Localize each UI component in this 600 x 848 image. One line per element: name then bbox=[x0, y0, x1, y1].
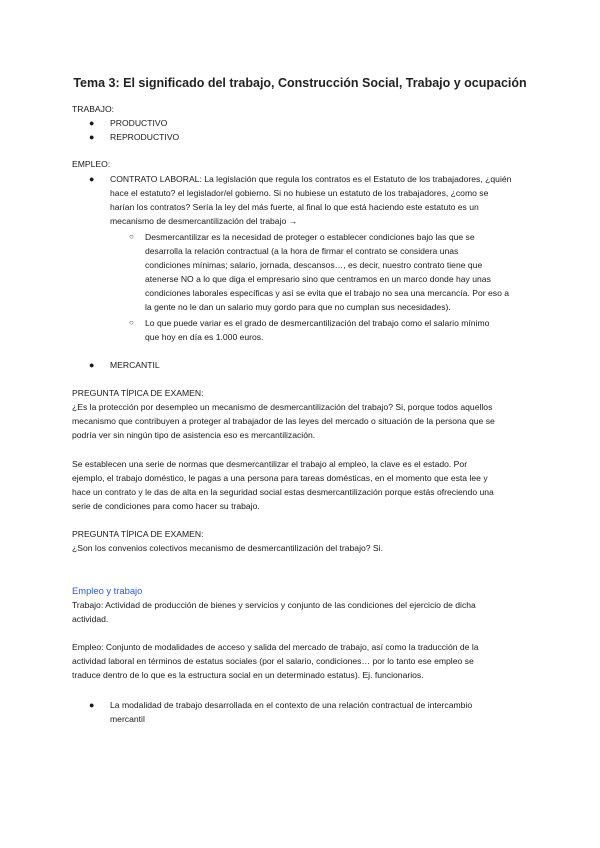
bullet-icon: ● bbox=[89, 132, 95, 142]
bullet-icon: ● bbox=[89, 700, 95, 710]
pregunta-heading: PREGUNTA TÍPICA DE EXAMEN: bbox=[72, 388, 204, 398]
text-line: Se establecen una serie de normas que desmercantilizar el trabajo al empleo, la clave es el estado. Por bbox=[72, 459, 468, 469]
bullet-icon: ● bbox=[89, 174, 95, 184]
text-line: actividad laboral en términos de estatus sociales (por el salario, condiciones… por lo tanto ese empleo se bbox=[72, 656, 474, 666]
text-line: desarrolla la relación contractual (a la hora de firmar el contrato se considera unas bbox=[145, 246, 459, 256]
text-line: ¿Es la protección por desempleo un mecanismo de desmercantilización del trabajo? Si, porque todos aquellos bbox=[72, 402, 493, 412]
empleo-heading: EMPLEO: bbox=[72, 159, 111, 169]
text-line: CONTRATO LABORAL: La legislación que regula los contratos es el Estatuto de los trabajadores, ¿quién bbox=[110, 174, 512, 184]
trabajo-heading: TRABAJO: bbox=[72, 104, 115, 114]
text-line: condiciones laborales específicas y así se evita que el trabajo no sea una mercancía. Por eso a bbox=[145, 288, 510, 298]
sub-bullet-icon: ○ bbox=[129, 232, 134, 241]
text-line: Empleo: Conjunto de modalidades de acceso y salida del mercado de trabajo, así como la traducción de la bbox=[72, 642, 479, 652]
document-title: Tema 3: El significado del trabajo, Construcción Social, Trabajo y ocupación bbox=[73, 76, 527, 90]
text-line: mercantil bbox=[110, 714, 145, 724]
text-line: atenerse NO a lo que diga el empresario sino que centramos en un marco donde hay unas bbox=[145, 274, 491, 284]
sub-bullet-icon: ○ bbox=[129, 318, 134, 327]
trabajo-item: PRODUCTIVO bbox=[110, 118, 168, 128]
mercantil-item: MERCANTIL bbox=[110, 360, 160, 370]
bullet-icon: ● bbox=[89, 360, 95, 370]
text-line: ¿Son los convenios colectivos mecanismo de desmercantilización del trabajo? Si. bbox=[72, 543, 383, 553]
text-line: Desmercantilizar es la necesidad de proteger o establecer condiciones bajo las que se bbox=[145, 232, 475, 242]
bullet-icon: ● bbox=[89, 118, 95, 128]
text-line: podría ver sin ningún tipo de asistencia eso es mercantilización. bbox=[72, 430, 316, 440]
section-heading: Empleo y trabajo bbox=[72, 585, 143, 596]
text-line: la gente no le dan un salario muy gordo para que no cumplan sus necesidades). bbox=[145, 302, 451, 312]
text-line: hace el estatuto? el legislador/el gobierno. Si no hubiese un estatuto de los trabajadores, ¿como se bbox=[110, 188, 489, 198]
text-line: ejemplo, el trabajo doméstico, le pagas a una persona para tareas domésticas, en el momento que esta lee y bbox=[72, 473, 488, 483]
text-line: traduce dentro de lo que es la estructura social en un determinado estatus). Ej. funcionarios. bbox=[72, 670, 424, 680]
text-line: mecanismo de desmercantilización del trabajo → bbox=[110, 216, 298, 226]
text-line: serie de condiciones para como hacer su trabajo. bbox=[72, 501, 260, 511]
text-line: Lo que puede variar es el grado de desmercantilización del trabajo como el salario mínimo bbox=[145, 318, 490, 328]
text-line: hace un contrato y le das de alta en la seguridad social estas desmercantilización porque estás ofreciendo una bbox=[72, 487, 494, 497]
text-line: que hoy en día es 1.000 euros. bbox=[145, 332, 264, 342]
text-line: actividad. bbox=[72, 614, 109, 624]
text-line: harían los contratos? Sería la ley del más fuerte, al final lo que está haciendo este estatuto es un bbox=[110, 202, 479, 212]
text-line: mecanismo que contribuyen a proteger al trabajador de las leyes del mercado o situación de la persona que se bbox=[72, 416, 495, 426]
text-line: condiciones mínimas; salario, jornada, descansos…, es decir, nuestro contrato tiene que bbox=[145, 260, 483, 270]
text-line: La modalidad de trabajo desarrollada en el contexto de una relación contractual de intercambio bbox=[110, 700, 473, 710]
pregunta-heading: PREGUNTA TÍPICA DE EXAMEN: bbox=[72, 529, 204, 539]
text-line: Trabajo: Actividad de producción de bienes y servicios y conjunto de las condiciones del ejercicio de dicha bbox=[72, 600, 476, 610]
trabajo-item: REPRODUCTIVO bbox=[110, 132, 180, 142]
